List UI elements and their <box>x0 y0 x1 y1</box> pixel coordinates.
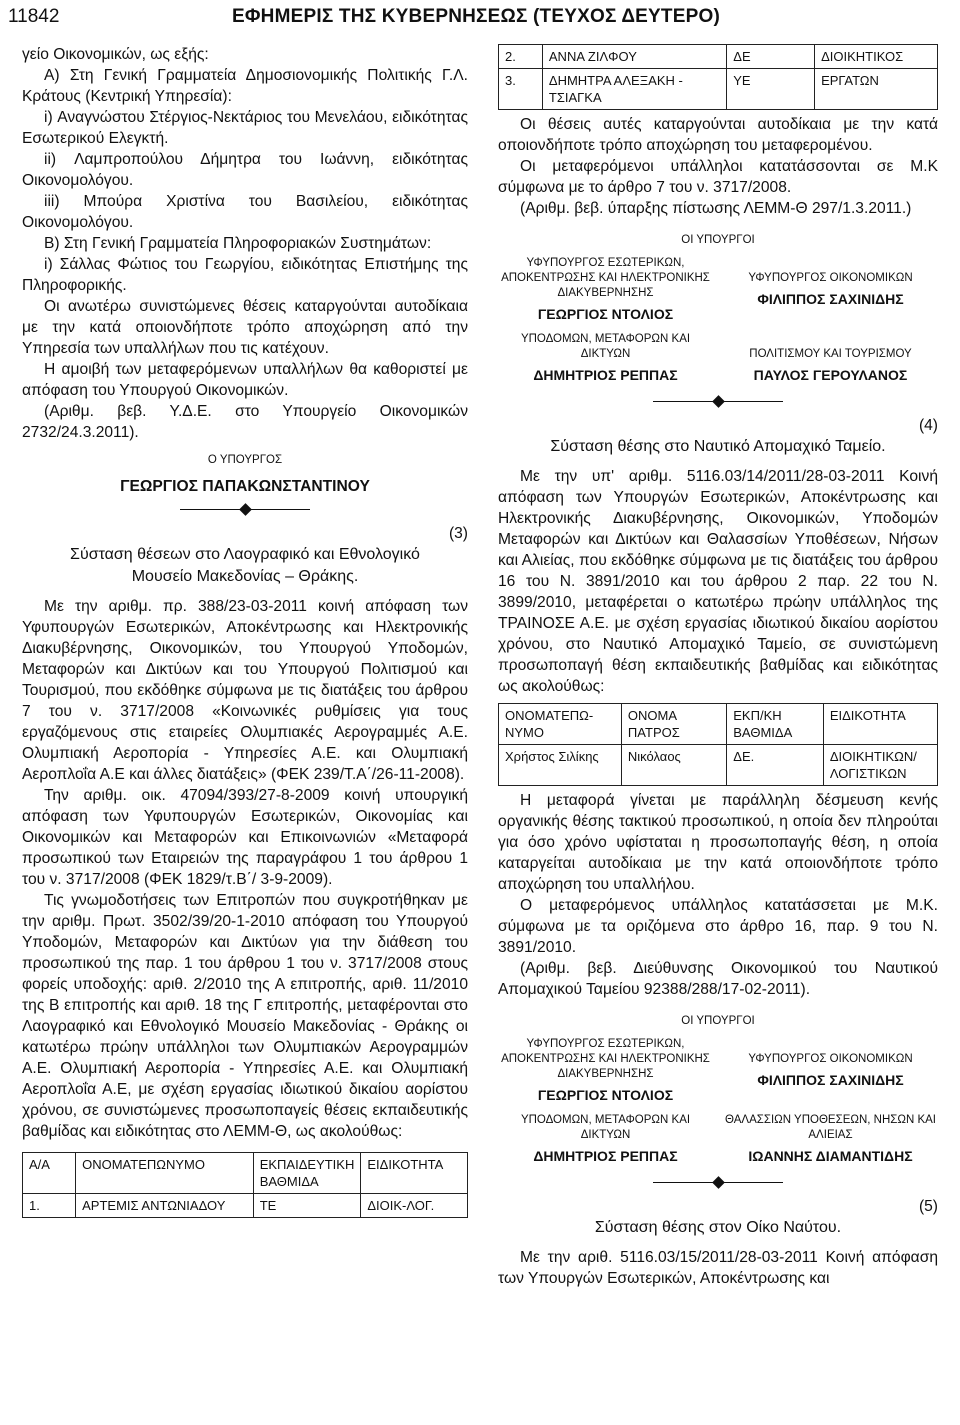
signature <box>498 256 713 324</box>
signatures-block <box>498 1037 938 1166</box>
section-title: Σύσταση θέσεων στο Λαογραφικό και Εθνολογικό Μουσείο Μακεδονίας – Θράκης. <box>70 546 420 585</box>
paragraph: (Αριθμ. βεβ. Υ.Δ.Ε. στο Υπουργείο Οικονομικών 2732/24.3.2011). <box>22 403 468 441</box>
paragraph: Την αριθμ. οικ. 47094/393/27-8-2009 κοινή υπουργική απόφαση των Υφυπουργών Εσωτερικών, Οικονομίας και Οικονομικών και Μεταφορών και Επικοινωνιών «Μεταφορά προσωπικού των Εταιρειών της παραγράφου 1 του άρθρου 1 του ν. 3717/2008 (ΦΕΚ 1829/τ.Β΄/ 3-9-2009). <box>22 787 468 888</box>
signature <box>498 1037 713 1105</box>
signature <box>723 1037 938 1105</box>
table-cell: Χρήστος Σιλίκης <box>499 745 622 786</box>
table-cell: ΔΙΟΙΚΗΤΙΚΟΣ <box>815 45 938 69</box>
section-number: (4) <box>918 417 938 434</box>
table-row <box>23 1194 468 1218</box>
paragraph: Οι θέσεις αυτές καταργούνται αυτοδίκαια με την κατά οποιονδήποτε τρόπο αποχώρηση του μεταφερομένου. <box>498 116 938 154</box>
table-cell: ΔΕ. <box>727 745 824 786</box>
section-separator <box>498 1174 938 1192</box>
table-cell: ΑΝΝΑ ΖΙΛΦΟΥ <box>542 45 726 69</box>
signature-name: ΦΙΛΙΠΠΟΣ ΣΑΧΙΝΙΔΗΣ <box>757 1072 904 1088</box>
paragraph: ii) Λαμπροπούλου Δήμητρα του Ιωάννη, ειδικότητας Οικονομολόγου. <box>22 151 468 189</box>
signature <box>498 1113 713 1166</box>
signature <box>498 332 713 385</box>
minister-name: ΓΕΩΡΓΙΟΣ ΠΑΠΑΚΩΝΣΤΑΝΤΙΝΟΥ <box>120 478 370 495</box>
right-column <box>498 44 938 1289</box>
section-number: (5) <box>918 1198 938 1215</box>
table-row <box>499 745 938 786</box>
gazette-title: ΕΦΗΜΕΡΙΣ ΤΗΣ ΚΥΒΕΡΝΗΣΕΩΣ (ΤΕΥΧΟΣ ΔΕΥΤΕΡΟ) <box>232 6 720 27</box>
table-header-row <box>23 1153 468 1194</box>
transfer-table <box>22 1152 468 1218</box>
table-cell: ΟΝΟΜΑΤΕΠΩΝΥΜΟ <box>76 1153 254 1194</box>
table-header-row <box>499 704 938 745</box>
signature <box>723 1113 938 1166</box>
table-cell: ΔΕ <box>727 45 815 69</box>
paragraph: γείο Οικονομικών, ως εξής: <box>22 46 209 63</box>
table-cell: ΕΙΔΙΚΟΤΗΤΑ <box>823 704 937 745</box>
signature-name: ΦΙΛΙΠΠΟΣ ΣΑΧΙΝΙΔΗΣ <box>757 291 904 307</box>
page-header <box>0 0 960 40</box>
table-cell: ΕΚΠΑΙΔΕΥΤΙΚΗ ΒΑΘΜΙΔΑ <box>253 1153 361 1194</box>
table-cell: ΔΙΟΙΚΗΤΙΚΩΝ/ ΛΟΓΙΣΤΙΚΩΝ <box>823 745 937 786</box>
paragraph: Α) Στη Γενική Γραμματεία Δημοσιονομικής Πολιτικής Γ.Λ. Κράτους (Κεντρική Υπηρεσία): <box>22 67 468 105</box>
paragraph: iii) Μπούρα Χριστίνα του Βασιλείου, ειδικότητας Οικονομολόγου. <box>22 193 468 231</box>
section-title: Σύσταση θέσης στον Οίκο Ναύτου. <box>594 1219 842 1236</box>
table-cell: 1. <box>23 1194 76 1218</box>
signature <box>723 332 938 385</box>
signature <box>723 256 938 324</box>
signature-title: ΥΠΟΔΟΜΩΝ, ΜΕΤΑΦΟΡΩΝ ΚΑΙ ΔΙΚΤΥΩΝ <box>520 1114 691 1141</box>
section-title: Σύσταση θέσης στο Ναυτικό Απομαχικό Ταμείο. <box>550 438 886 455</box>
paragraph: Β) Στη Γενική Γραμματεία Πληροφοριακών Συστημάτων: <box>44 235 432 252</box>
table-cell: 3. <box>499 69 543 110</box>
table-cell: ΟΝΟΜΑ ΠΑΤΡΟΣ <box>621 704 726 745</box>
table-cell: ΔΗΜΗΤΡΑ ΑΛΕΞΑΚΗ - ΤΣΙΑΓΚΑ <box>542 69 726 110</box>
signature-title: ΥΦΥΠΟΥΡΓΟΣ ΕΣΩΤΕΡΙΚΩΝ, ΑΠΟΚΕΝΤΡΩΣΗΣ ΚΑΙ ΗΛΕΚΤΡΟΝΙΚΗΣ ΔΙΑΚΥΒΕΡΝΗΣΗΣ <box>501 1038 710 1080</box>
signature-title: ΥΦΥΠΟΥΡΓΟΣ ΟΙΚΟΝΟΜΙΚΩΝ <box>748 1053 913 1065</box>
signature-name: ΓΕΩΡΓΙΟΣ ΝΤΟΛΙΟΣ <box>537 1087 674 1103</box>
signature-name: ΠΑΥΛΟΣ ΓΕΡΟΥΛΑΝΟΣ <box>753 367 908 383</box>
paragraph: Οι μεταφερόμενοι υπάλληλοι κατατάσσονται σε Μ.Κ σύμφωνα με το άρθρο 7 του ν. 3717/2008. <box>498 158 938 196</box>
table-cell: ΕΡΓΑΤΩΝ <box>815 69 938 110</box>
paragraph: Η μεταφορά γίνεται με παράλληλη δέσμευση κενής οργανικής θέσης τακτικού προσωπικού, η οποία δεν πληρούται για όσο χρόνο υφίσταται η προσωποπαγής θέση, η οποία καταργείται αυτοδίκαια με την κατά οποιονδήποτε τρόπο αποχώρηση του υπαλλήλου. <box>498 792 938 893</box>
signature-name: ΓΕΩΡΓΙΟΣ ΝΤΟΛΙΟΣ <box>537 306 674 322</box>
signature-name: ΙΩΑΝΝΗΣ ΔΙΑΜΑΝΤΙΔΗΣ <box>748 1148 913 1164</box>
paragraph: Τις γνωμοδοτήσεις των Επιτροπών που συγκροτήθηκαν με την αριθμ. Πρωτ. 3502/39/20-1-2010 απόφαση του Υπουργού Υποδομών, Μεταφορών και Δικτύων για την διάθεση του προσωπικού της παρ. 1 του άρθρου 1 του ν. 3717/2008 στους φορείς υποδοχής: αριθ. 2/2010 της Α επιτροπής, αριθ. 11/2010 της Β επιτροπής και αριθ. 18 της Γ επιτροπής, μεταφέρονται στο Λαογραφικό και Εθνολογικό Μουσείο Μακεδονίας - Θράκης οι κατωτέρω πρώην υπάλληλοι των Ολυμπιακών Αερογραμμών Α.Ε. Ολυμπιακή Αεροπορία - Υπηρεσίες Α.Ε. και Ολυμπιακή Αεροπλοΐα Α.Ε, με σχέση εργασίας ιδιωτικού δικαίου αορίστου χρόνου, σε συνιστώμενες προσωποπαγείς θέσεις εκπαιδευτικής βαθμίδας και ειδικότητας στο ΛΕΜΜ-Θ, ως ακολούθως: <box>22 892 468 1140</box>
left-column <box>22 44 468 1218</box>
signature-name: ΔΗΜΗΤΡΙΟΣ ΡΕΠΠΑΣ <box>533 1148 678 1164</box>
paragraph: Ο μεταφερόμενος υπάλληλος κατατάσσεται με Μ.Κ. σύμφωνα με τα οριζόμενα στο άρθρο 16, παρ. 9 του Ν. 3891/2010. <box>498 897 938 956</box>
table-cell: 2. <box>499 45 543 69</box>
table-cell: ΕΚΠ/ΚΗ ΒΑΘΜΙΔΑ <box>727 704 824 745</box>
section-separator <box>498 393 938 411</box>
minister-title: Ο ΥΠΟΥΡΓΟΣ <box>207 454 283 466</box>
paragraph: i) Σάλλας Φώτιος του Γεωργίου, ειδικότητας Επιστήμης της Πληροφορικής. <box>22 256 468 294</box>
table-cell: ΤΕ <box>253 1194 361 1218</box>
signature-title: ΠΟΛΙΤΙΣΜΟΥ ΚΑΙ ΤΟΥΡΙΣΜΟΥ <box>749 348 912 360</box>
signatures-block <box>498 256 938 385</box>
signature-title: ΥΦΥΠΟΥΡΓΟΣ ΟΙΚΟΝΟΜΙΚΩΝ <box>748 272 913 284</box>
signature-title: ΥΦΥΠΟΥΡΓΟΣ ΕΣΩΤΕΡΙΚΩΝ, ΑΠΟΚΕΝΤΡΩΣΗΣ ΚΑΙ ΗΛΕΚΤΡΟΝΙΚΗΣ ΔΙΑΚΥΒΕΡΝΗΣΗΣ <box>501 257 710 299</box>
table-row <box>499 45 938 69</box>
table-cell: ΔΙΟΙΚ-ΛΟΓ. <box>361 1194 468 1218</box>
paragraph: Με την υπ' αριθμ. 5116.03/14/2011/28-03-2011 Κοινή απόφαση των Υπουργών Εσωτερικών, Αποκέντρωσης και Ηλεκτρονικής Διακυβέρνησης, Οικονομικών, Υποδομών Μεταφορών και Δικτύων και Θαλασσίων Υποθέσεων, Νήσων και Αλιείας, που εκδόθηκε σύμφωνα με τις διατάξεις του άρθρου 16 του Ν. 3891/2010 και του άρθρου 2 παρ. 22 του Ν. 3899/2010, μεταφέρεται ο κατωτέρω πρώην υπάλληλος της ΤΡΑΙΝΟΣΕ Α.Ε. με σχέση εργασίας ιδιωτικού δικαίου αορίστου χρόνου, στο Ναυτικό Απομαχικό Ταμείο, σε συνιστώμενη προσωποπαγή θέση εκπαιδευτικής βαθμίδας και ειδικότητας ως ακολούθως: <box>498 468 938 695</box>
paragraph: (Αριθμ. βεβ. Διεύθυνσης Οικονομικού του Ναυτικού Απομαχικού Ταμείου 92388/288/17-02-2011). <box>498 960 938 998</box>
paragraph: Οι ανωτέρω συνιστώμενες θέσεις καταργούνται αυτοδίκαια με την κατά οποιονδήποτε τρόπο αποχώρηση από την Υπηρεσία των υπαλλήλων που τις κατέχουν. <box>22 298 468 357</box>
table-row <box>499 69 938 110</box>
table-cell: ΟΝΟΜΑΤΕΠΩ-ΝΥΜΟ <box>499 704 622 745</box>
signature-title: ΥΠΟΔΟΜΩΝ, ΜΕΤΑΦΟΡΩΝ ΚΑΙ ΔΙΚΤΥΩΝ <box>520 333 691 360</box>
paragraph: i) Αναγνώστου Στέργιος-Νεκτάριος του Μενελάου, ειδικότητας Εσωτερικού Ελεγκτή. <box>22 109 468 147</box>
section-number: (3) <box>448 525 468 542</box>
table-cell: ΑΡΤΕΜΙΣ ΑΝΤΩΝΙΑΔΟΥ <box>76 1194 254 1218</box>
ministers-heading: ΟΙ ΥΠΟΥΡΓΟΙ <box>681 1015 755 1027</box>
table-cell: ΥΕ <box>727 69 815 110</box>
paragraph: Με την αριθ. 5116.03/15/2011/28-03-2011 Κοινή απόφαση των Υπουργών Εσωτερικών, Αποκέντρωσης και <box>498 1249 938 1287</box>
paragraph: Η αμοιβή των μεταφερόμενων υπαλλήλων θα καθοριστεί με απόφαση του Υπουργού Οικονομικών. <box>22 361 468 399</box>
transfer-table-continued <box>498 44 938 110</box>
section-separator <box>22 501 468 519</box>
position-table <box>498 703 938 786</box>
signature-name: ΔΗΜΗΤΡΙΟΣ ΡΕΠΠΑΣ <box>533 367 678 383</box>
ministers-heading: ΟΙ ΥΠΟΥΡΓΟΙ <box>681 234 755 246</box>
signature-title: ΘΑΛΑΣΣΙΩΝ ΥΠΟΘΕΣΕΩΝ, ΝΗΣΩΝ ΚΑΙ ΑΛΙΕΙΑΣ <box>724 1114 937 1141</box>
page-number: 11842 <box>8 6 60 27</box>
table-cell: Α/Α <box>23 1153 76 1194</box>
paragraph: Με την αριθμ. πρ. 388/23-03-2011 κοινή απόφαση των Υφυπουργών Εσωτερικών, Αποκέντρωσης και Ηλεκτρονικής Διακυβέρνησης, Οικονομικών, του Υπουργού Υποδομών, Μεταφορών και Δικτύων και του Υπουργού Πολιτισμού και Τουρισμού, που εκδόθηκε σύμφωνα με τις διατάξεις του άρθρου 7 του ν. 3717/2008 «Κοινωνικές ρυθμίσεις για τους εργαζόμενους στις εταιρείες Ολυμπιακές Αερογραμμές Α.Ε. Ολυμπιακή Αεροπορία - Υπηρεσίες Α.Ε. και Ολυμπιακή Αεροπλοΐα Α.Ε και άλλες διατάξεις» (ΦΕΚ 239/Τ.Α΄/26-11-2008). <box>22 598 468 783</box>
table-cell: ΕΙΔΙΚΟΤΗΤΑ <box>361 1153 468 1194</box>
paragraph: (Αριθμ. βεβ. ύπαρξης πίστωσης ΛΕΜΜ-Θ 297/1.3.2011.) <box>520 200 912 217</box>
table-cell: Νικόλαος <box>621 745 726 786</box>
